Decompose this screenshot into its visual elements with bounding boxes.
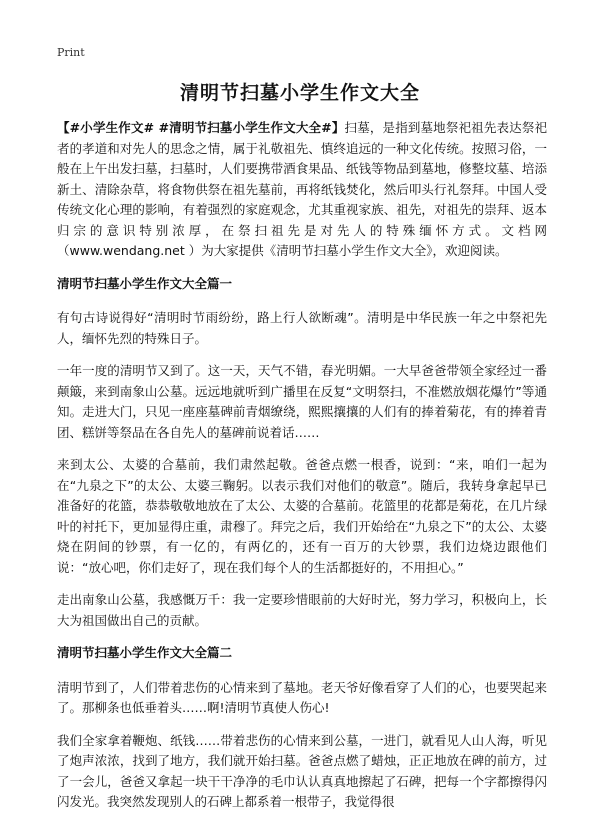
section-heading: 清明节扫墓小学生作文大全篇一 (57, 275, 233, 291)
intro-paragraph (57, 118, 547, 262)
paragraph: 走出南象山公墓，我感慨万千：我一定要珍惜眼前的大好时光，努力学习，积极向上，长大为祖国做出自己的贡献。 (57, 592, 547, 628)
section-heading: 清明节扫墓小学生作文大全篇二 (57, 645, 233, 660)
page-title: 清明节扫墓小学生作文大全 (179, 82, 420, 104)
paragraph: 来到太公、太婆的合墓前，我们肃然起敬。爸爸点燃一根香，说到：“来，咱们一起为在“九泉之下”的太公、太婆三鞠躬。以表示我们对他们的敬意”。随后，我转身拿起早已准备好的花篮，恭恭敬敬地放在了太公、太婆的合墓前。花篮里的花都是菊花，在几片绿叶的衬托下，更加显得庄重，肃穆了。拜完之后，我们开始给在“九泉之下”的太公、太婆烧在阴间的钞票，有一亿的，有两亿的，还有一百万的大钞票，我们边烧边跟他们说：“放心吧，你们走好了，现在我们每个人的生活都挺好的，不用担心。” (57, 457, 547, 575)
print-label[interactable]: Print (57, 46, 85, 59)
paragraph: 我们全家拿着鞭炮、纸钱……带着悲伤的心情来到公墓，一进门，就看见人山人海，听见了炮声浓浓，找到了地方，我们就开始扫墓。爸爸点燃了蜡烛，正正地放在碑的前方，过了一会儿，爸爸又拿起一块干干净净的毛巾认认真真地擦起了石碑，把每一个字都擦得闪闪发光。我突然发现别人的石碑上都系着一根带子，我觉得很 (57, 732, 547, 809)
paragraph: 一年一度的清明节又到了。这一天，天气不错，春光明媚。一大早爸爸带领全家经过一番颠簸，来到南象山公墓。远远地就听到广播里在反复“文明祭扫，不准燃放烟花爆竹”等通知。走进大门，只见一座座墓碑前青烟缭绕，熙熙攘攘的人们有的捧着菊花，有的捧着青团、糕饼等祭品在各自先人的墓碑前说着话…… (57, 363, 547, 440)
intro-text: 扫墓，是指到墓地祭祀祖先表达祭祀者的孝道和对先人的思念之情，属于礼敬祖先、慎终追远的一种文化传统。按照习俗，一般在上午出发扫墓，扫墓时，人们要携带酒食果品、纸钱等物品到墓地，修整坟墓、培添新土、清除杂草，将食物供祭在祖先墓前，再将纸钱焚化，然后叩头行礼祭拜。中国人受传统文化心理的影响，有着强烈的家庭观念，尤其重视家族、祖先，对祖先的崇拜、返本归宗的意识特别浓厚，在祭扫祖先是对先人的特殊缅怀方式。文档网（www.wendang.net ）为大家提供《清明节扫墓小学生作文大全》，欢迎阅读。 (57, 120, 547, 258)
paragraph: 清明节到了，人们带着悲伤的心情来到了墓地。老天爷好像看穿了人们的心，也要哭起来了。那柳条也低垂着头……啊!清明节真使人伤心! (57, 679, 547, 715)
intro-tag: 【#小学生作文# #清明节扫墓小学生作文大全#】 (57, 120, 345, 135)
paragraph: 有句古诗说得好“清明时节雨纷纷，路上行人欲断魂”。清明是中华民族一年之中祭祀先人，缅怀先烈的特殊日子。 (57, 310, 547, 346)
article-body (57, 118, 547, 825)
